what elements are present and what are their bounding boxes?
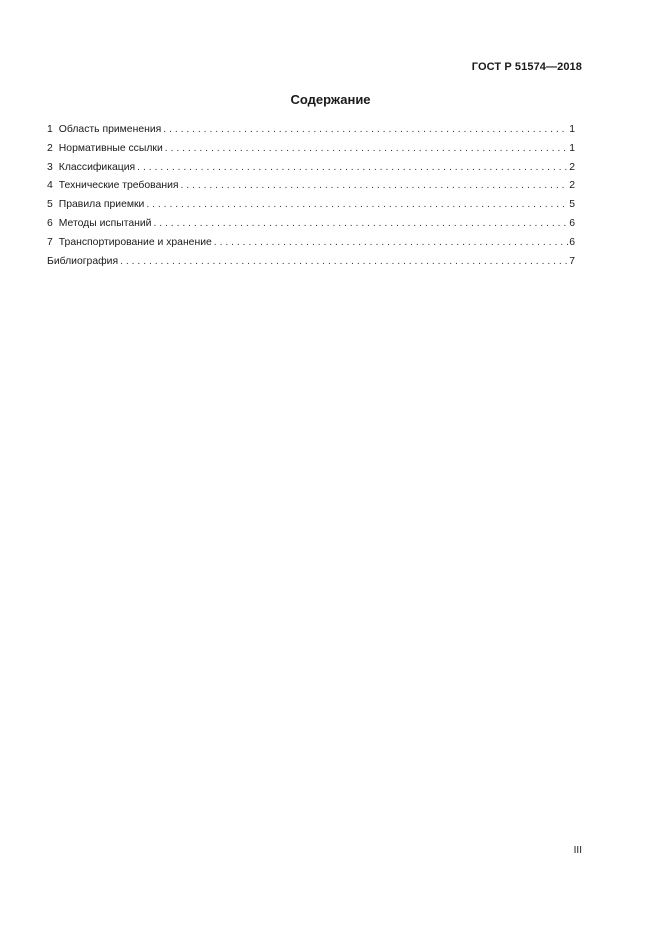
toc-entry-number: 3 [47,161,53,173]
toc-dot-leader [146,196,568,215]
toc-dot-leader [153,215,568,234]
toc-entry-label: Библиография [47,255,119,267]
toc-entry-bibliography[interactable] [47,253,575,272]
toc-dot-leader [137,159,568,178]
toc-entry-label: Нормативные ссылки [58,142,163,154]
toc-entry-label: Правила приемки [58,199,145,211]
toc-entry-page: 5 [569,199,575,211]
toc-entry-label: Область применения [58,124,162,135]
toc-title: Содержание [290,92,371,107]
toc-dot-leader [165,140,568,159]
toc-entry-label: Технические требования [58,180,179,192]
toc-entry-number: 2 [47,142,53,154]
toc-entry-acceptance-rules[interactable] [47,196,575,215]
toc-dot-leader [120,253,568,272]
table-of-contents [47,121,575,271]
toc-entry-page: 1 [569,142,575,154]
toc-entry-classification[interactable] [47,159,575,178]
toc-entry-normative-references[interactable] [47,140,575,159]
toc-entry-test-methods[interactable] [47,215,575,234]
toc-entry-technical-requirements[interactable] [47,177,575,196]
toc-entry-page: 1 [569,124,575,135]
toc-entry-number: 7 [47,236,53,248]
toc-entry-scope[interactable] [47,121,575,140]
toc-entry-label: Методы испытаний [58,217,152,229]
toc-dot-leader [181,177,569,196]
document-code: ГОСТ Р 51574—2018 [471,61,582,73]
toc-entry-number: 1 [47,124,53,135]
toc-entry-number: 4 [47,180,53,192]
toc-dot-leader [163,121,568,140]
toc-entry-page: 6 [569,217,575,229]
toc-entry-number: 5 [47,199,53,211]
toc-entry-label: Классификация [58,161,136,173]
toc-entry-number: 6 [47,217,53,229]
toc-entry-page: 7 [569,255,575,267]
toc-entry-transportation-storage[interactable] [47,234,575,253]
toc-entry-label: Транспортирование и хранение [58,236,212,248]
toc-dot-leader [214,234,568,253]
page-number: III [573,845,582,856]
toc-entry-page: 6 [569,236,575,248]
toc-entry-page: 2 [569,180,575,192]
toc-entry-page: 2 [569,161,575,173]
